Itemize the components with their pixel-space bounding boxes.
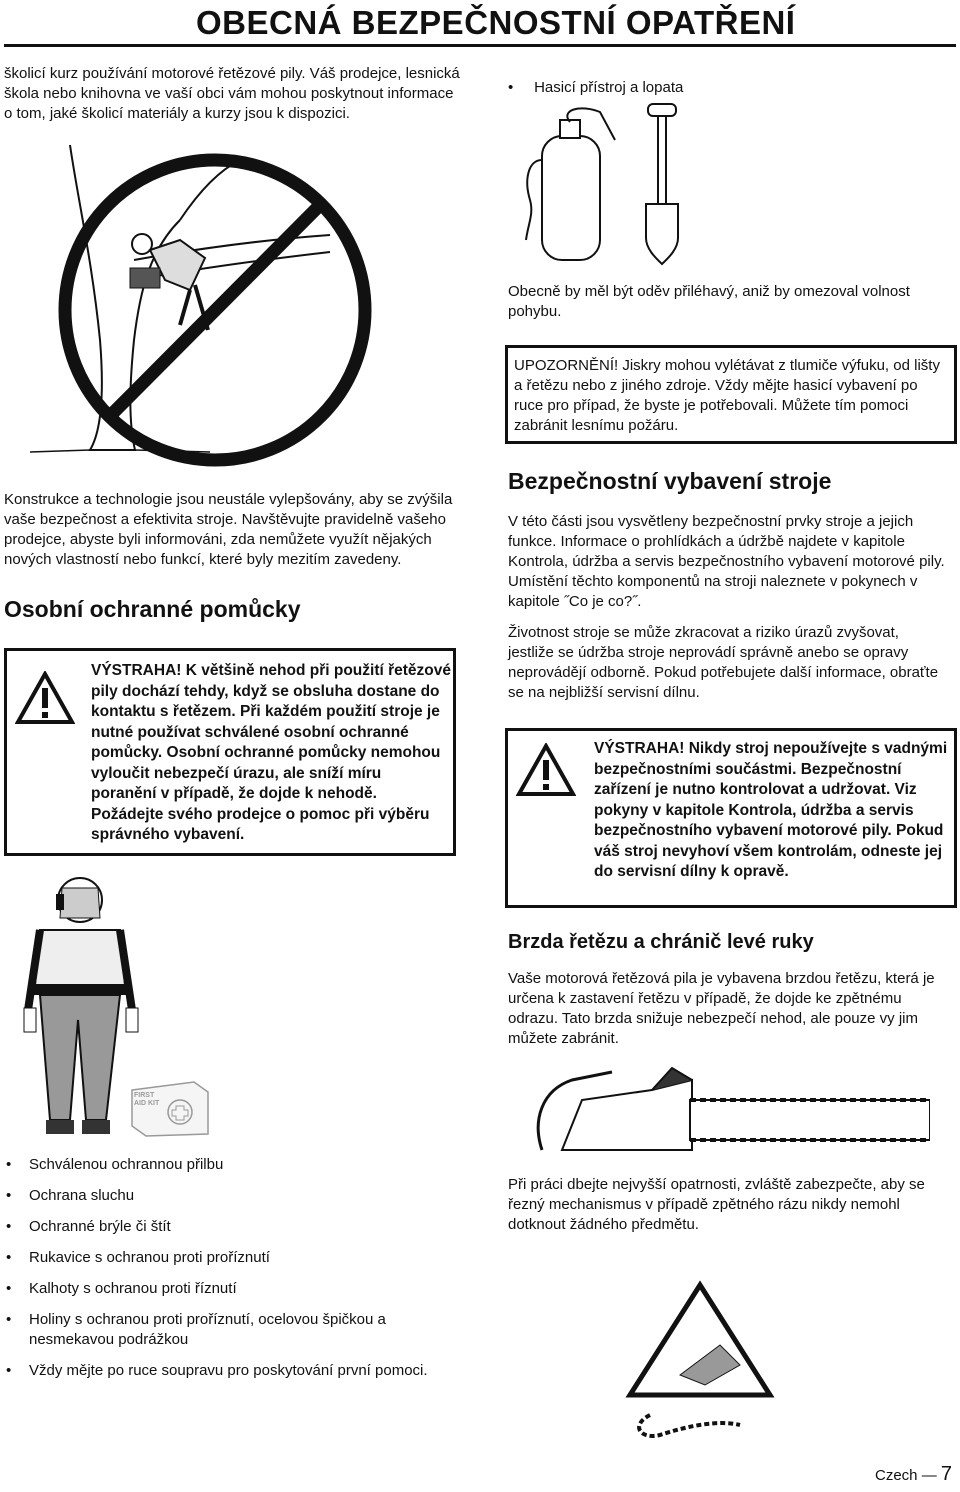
- warning-triangle-icon: [516, 743, 576, 797]
- intro-paragraph: školicí kurz používání motorové řetězové pily. Váš prodejce, lesnická škola nebo knihovna ve vaší obci vám mohou poskytnout informace o tom, jaké školicí materiály a kurzy jsou k dispozici.: [4, 65, 460, 122]
- equipment-paragraph-2: Životnost stroje se může zkracovat a riziko úrazů zvyšovat, jestliže se údržba stroje neprovádí správně anebo se opravy neprovádějí odborně. Pokud potřebujete další informace, obraťte se na nejbližší servisní dílnu.: [508, 624, 939, 701]
- footer-dash: —: [921, 1467, 937, 1484]
- bullet-dot: •: [508, 79, 535, 96]
- list-item: • Rukavice s ochranou proti proříznutí: [4, 1248, 444, 1268]
- first-aid-kit-illustration: [128, 1078, 212, 1138]
- equipment-heading: Bezpečnostní vybavení stroje: [508, 468, 832, 494]
- list-item: • Ochranné brýle či štít: [4, 1217, 444, 1237]
- chain-brake-caution-paragraph: Při práci dbejte nejvyšší opatrnosti, zvláště zabezpečte, aby se řezný mechanismus v případě zpětného rázu nikdy nemohl dotknout žádného předmětu.: [508, 1176, 925, 1233]
- page-number: 7: [940, 1463, 952, 1485]
- equipment-warning-box: [505, 728, 957, 908]
- list-item: • Vždy mějte po ruce soupravu pro poskytování první pomoci.: [4, 1361, 444, 1381]
- list-item: • Schválenou ochrannou přilbu: [4, 1155, 444, 1175]
- warning-triangle-icon: [15, 671, 75, 725]
- header-rule: [4, 44, 956, 47]
- extinguisher-bullet-text: Hasicí přístroj a lopata: [534, 79, 684, 96]
- clothing-paragraph: Obecně by měl být oděv přiléhavý, aniž by omezoval volnost pohybu.: [508, 283, 910, 320]
- caution-box: [505, 345, 957, 444]
- ppe-list: [4, 1155, 444, 1392]
- ppe-heading: Osobní ochranné pomůcky: [4, 596, 301, 622]
- equipment-paragraph-1: V této části jsou vysvětleny bezpečnostní prvky stroje a jejich funkce. Informace o prohlídkách a údržbě najdete v kapitole Kontrola, údržba a servis bezpečnostního vybavení motorové pily. Umístění těchto komponentů na stroji naleznete v pokynech v kapitole ˝Co je co?˝.: [508, 513, 945, 610]
- page-title: OBECNÁ BEZPEČNOSTNÍ OPATŘENÍ: [196, 4, 796, 41]
- kickback-zone-illustration: [610, 1245, 790, 1445]
- chain-brake-heading: Brzda řetězu a chránič levé ruky: [508, 931, 814, 953]
- first-aid-kit-label: FIRST AID KIT: [134, 1092, 160, 1107]
- list-item: • Ochrana sluchu: [4, 1186, 444, 1206]
- list-item: • Holiny s ochranou proti proříznutí, ocelovou špičkou a nesmekavou podrážkou: [4, 1310, 444, 1350]
- ppe-warning-text: VÝSTRAHA! K většině nehod při použití řetězové pily dochází tehdy, když se obsluha dostane do kontaktu s řetězem. Při každém použití stroje je nutné používat schválené osobní ochranné pomůcky. Osobní ochranné pomůcky nemohou vyloučit nebezpečí úrazu, ale sníží míru poranění v případě, že dojde k nehodě. Požádejte svého prodejce o pomoc při výběru správného vybavení.: [91, 662, 451, 843]
- list-item: • Kalhoty s ochranou proti říznutí: [4, 1279, 444, 1299]
- no-tree-climbing-illustration: [30, 140, 470, 475]
- footer-language: Czech: [875, 1467, 918, 1484]
- page-footer: [875, 1463, 952, 1486]
- chain-brake-paragraph: Vaše motorová řetězová pila je vybavena brzdou řetězu, která je určena k zastavení řetězu v případě, že dojde ke zpětnému odrazu. Tato brzda snižuje nebezpečí nehod, ale pouze vy jim můžete zabránit.: [508, 970, 935, 1047]
- equipment-warning-text: VÝSTRAHA! Nikdy stroj nepoužívejte s vadnými bezpečnostními součástmi. Bezpečnostní zařízení je nutno kontrolovat a udržovat. Viz pokyny v kapitole Kontrola, údržba a servis bezpečnostního vybavení motorové pily. Pokud váš stroj nevyhoví všem kontrolám, odneste jej do servisní dílny k opravě.: [594, 740, 948, 880]
- extinguisher-shovel-illustration: [520, 100, 700, 270]
- chainsaw-brake-illustration: [522, 1060, 930, 1160]
- caution-text: UPOZORNĚNÍ! Jiskry mohou vylétávat z tlumiče výfuku, od lišty a řetězu nebo z jiného zdroje. Vždy mějte hasicí vybavení po ruce pro případ, že byste je potřebovali. Můžete tím pomoci zabránit lesnímu požáru.: [514, 357, 940, 434]
- design-paragraph: Konstrukce a technologie jsou neustále vylepšovány, aby se zvýšila vaše bezpečnost a efektivita stroje. Navštěvujte pravidelně vašeho prodejce, abyste byli informováni, zda nemůžete využít nějakých nových vlastností nebo funkcí, které byly mezitím zavedeny.: [4, 491, 453, 568]
- ppe-warning-box: [4, 648, 456, 856]
- extinguisher-bullet: [508, 78, 683, 98]
